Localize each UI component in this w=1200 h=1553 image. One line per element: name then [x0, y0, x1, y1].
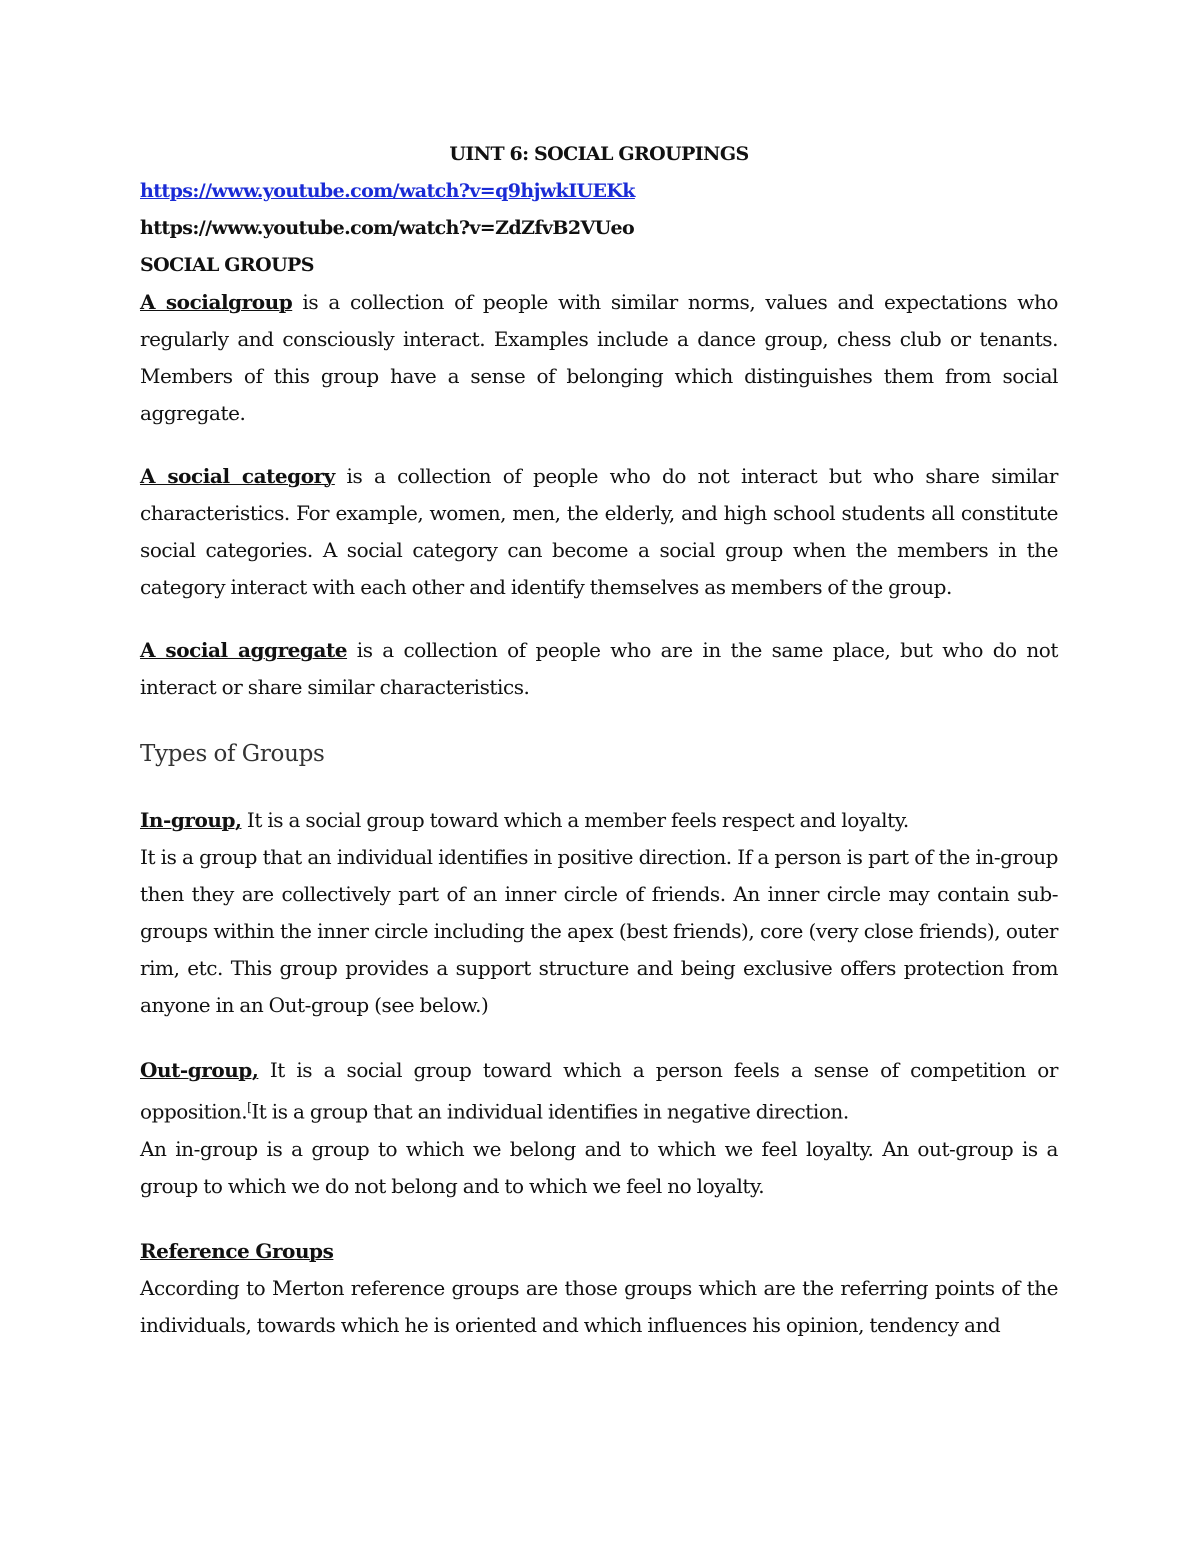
- youtube-link-2: https://www.youtube.com/watch?v=ZdZfvB2VUeo: [140, 217, 635, 239]
- document-body: [140, 136, 1058, 1344]
- spacer: [140, 774, 1058, 802]
- youtube-link-1[interactable]: [140, 173, 1058, 210]
- paragraph-social-aggregate: [140, 632, 1058, 706]
- term-in-group: In-group,: [140, 808, 242, 832]
- out-group-direction: It is a group that an individual identifies in negative direction.: [251, 1099, 849, 1124]
- section-label-social-groups: SOCIAL GROUPS: [140, 254, 314, 276]
- spacer: [140, 606, 1058, 632]
- term-social-aggregate: A social aggregate: [140, 638, 348, 662]
- paragraph-social-group: [140, 284, 1058, 432]
- social-category-definition: is a collection of people who do not interact but who share similar characteristics. For example, women, men, the elderly, and high school students all constitute social categories. A social category can become a social group when the members in the category interact with each other and identify themselves as members of the group.: [140, 464, 1058, 599]
- heading-reference-groups: [140, 1233, 1058, 1270]
- in-group-intro: [140, 802, 1058, 839]
- social-aggregate-definition: is a collection of people who are in the same place, but who do not interact or share similar characteristics.: [140, 638, 1058, 699]
- term-reference-groups: Reference Groups: [140, 1238, 334, 1263]
- term-social-group: A socialgroup: [140, 290, 293, 314]
- youtube-link-1-anchor[interactable]: https://www.youtube.com/watch?v=q9hjwkIUEKk: [140, 180, 635, 202]
- spacer: [140, 1024, 1058, 1052]
- spacer: [140, 432, 1058, 458]
- document-title: UINT 6: SOCIAL GROUPINGS: [449, 143, 749, 165]
- term-social-category: A social category: [140, 464, 335, 488]
- paragraph-in-group: It is a group that an individual identifies in positive direction. If a person is part of the in-group then they are collectively part of an inner circle of friends. An inner circle may contain sub-groups within the inner circle including the apex (best friends), core (very close friends), outer rim, etc. This group provides a support structure and being exclusive offers protection from anyone in an Out-group (see below.): [140, 845, 1058, 1017]
- paragraph-in-vs-out-group: An in-group is a group to which we belong and to which we feel loyalty. An out-group is a group to which we do not belong and to which we feel no loyalty.: [140, 1136, 1058, 1198]
- paragraph-out-group: [140, 1052, 1058, 1131]
- citation-marker: [: [247, 1100, 252, 1114]
- paragraph-reference-groups: According to Merton reference groups are those groups which are the referring points of the individuals, towards which he is oriented and which influences his opinion, tendency and: [140, 1275, 1058, 1337]
- in-group-intro-text: It is a social group toward which a member feels respect and loyalty.: [241, 808, 909, 832]
- spacer: [140, 1205, 1058, 1233]
- heading-types-of-groups: Types of Groups: [140, 741, 325, 767]
- term-out-group: Out-group,: [140, 1058, 259, 1082]
- spacer: [140, 706, 1058, 734]
- social-group-definition: is a collection of people with similar norms, values and expectations who regularly and consciously interact. Examples include a dance group, chess club or tenants. Members of this group have a sense of belonging which distinguishes them from social aggregate.: [140, 290, 1058, 425]
- paragraph-social-category: [140, 458, 1058, 606]
- out-group-definition: It is a social group toward which a person feels a sense of competition or opposition.: [140, 1058, 1058, 1124]
